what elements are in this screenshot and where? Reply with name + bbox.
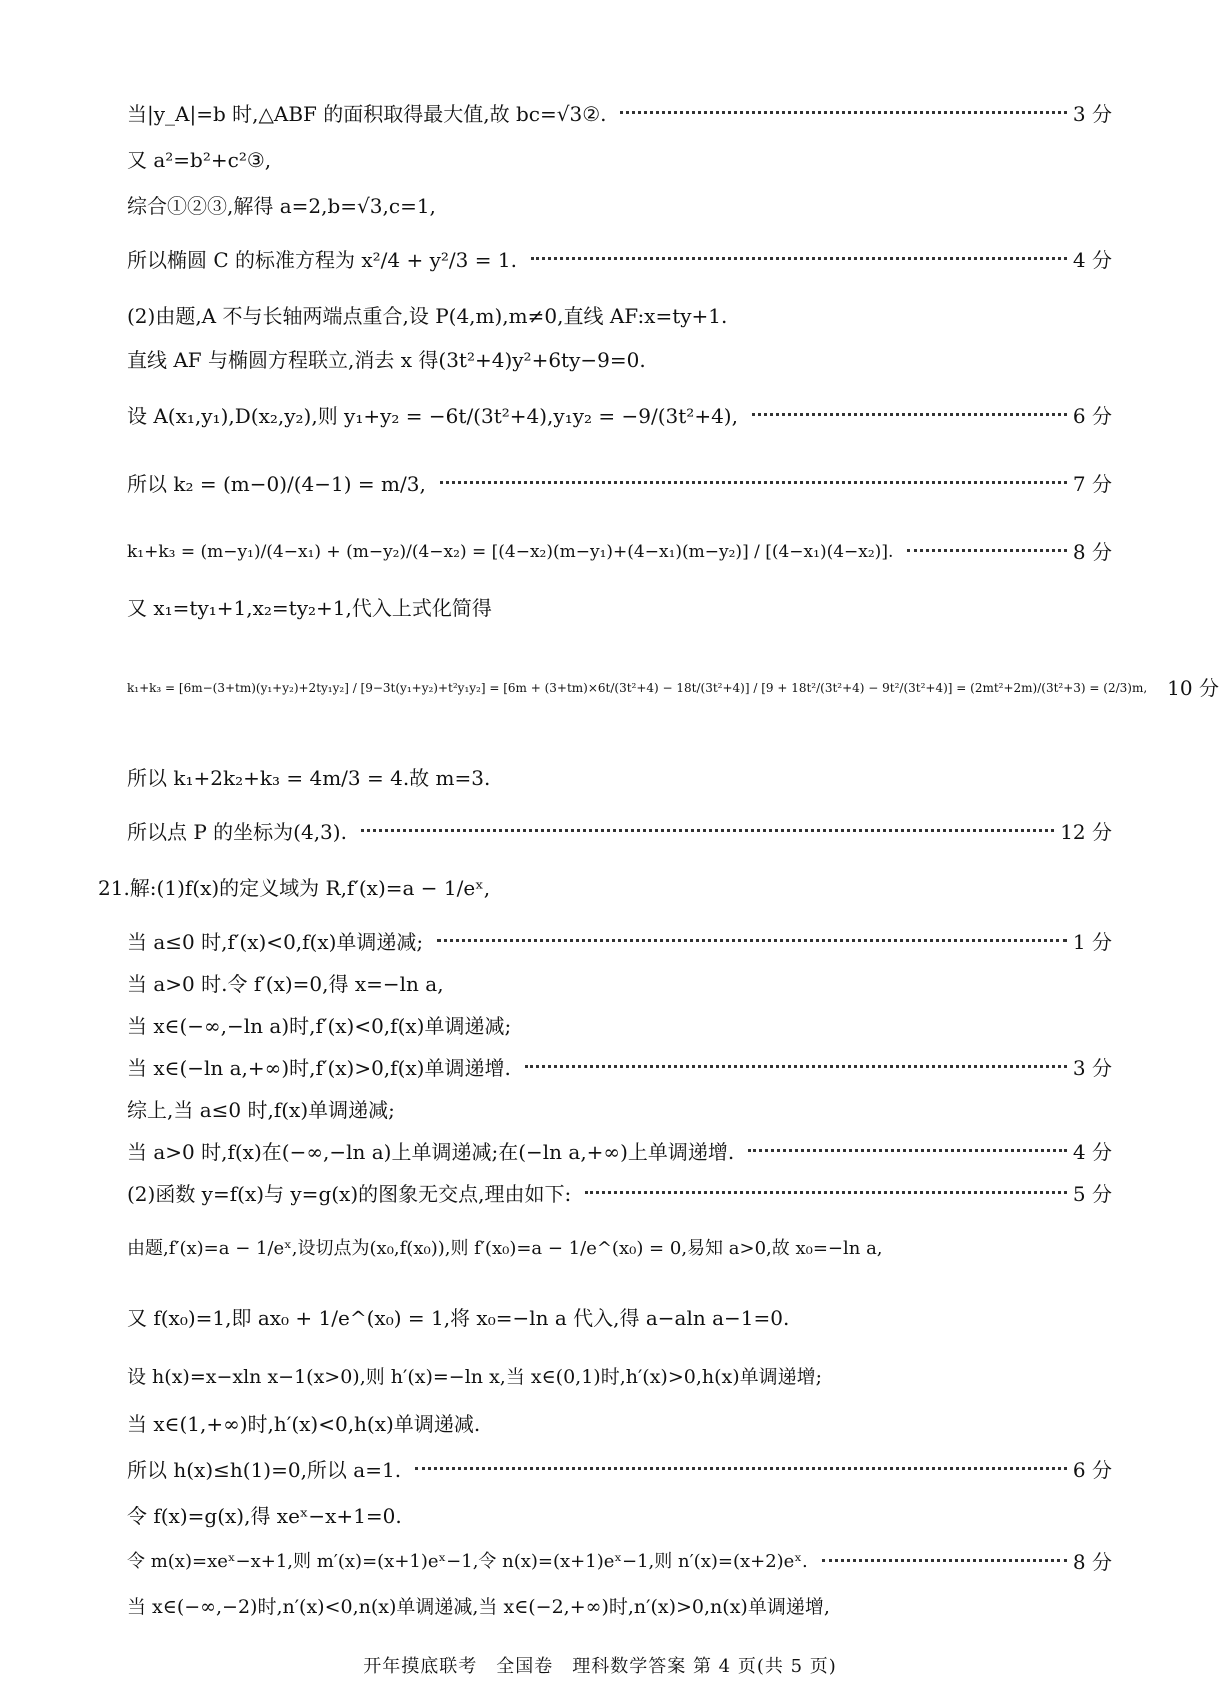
question-21-heading: 21.解:(1)f(x)的定义域为 R,f′(x)=a − 1/eˣ,	[98, 876, 491, 900]
score-label: 8 分	[1072, 540, 1112, 564]
solution-line: 当 x∈(−∞,−2)时,n′(x)<0,n(x)单调递减,当 x∈(−2,+∞)时,n′(x)>0,n(x)单调递增,	[127, 1596, 830, 1618]
score-label: 6 分	[1072, 404, 1112, 428]
solution-line: 当 a>0 时,f(x)在(−∞,−ln a)上单调递减;在(−ln a,+∞)上单调递增. 4 分	[127, 1140, 1112, 1164]
solution-line: 设 A(x₁,y₁),D(x₂,y₂),则 y₁+y₂ = −6t/(3t²+4),y₁y₂ = −9/(3t²+4), 6 分	[127, 404, 1112, 428]
solution-line: 当 x∈(−ln a,+∞)时,f′(x)>0,f(x)单调递增. 3 分	[127, 1056, 1112, 1080]
solution-line: 设 h(x)=x−xln x−1(x>0),则 h′(x)=−ln x,当 x∈(0,1)时,h′(x)>0,h(x)单调递增;	[127, 1366, 823, 1388]
solution-line: 直线 AF 与椭圆方程联立,消去 x 得(3t²+4)y²+6ty−9=0.	[127, 348, 646, 372]
score-label: 1 分	[1072, 930, 1112, 954]
score-label: 12 分	[1060, 820, 1112, 844]
solution-line: 所以 k₂ = (m−0)/(4−1) = m/3, 7 分	[127, 472, 1112, 496]
score-label: 8 分	[1072, 1550, 1112, 1574]
score-label: 6 分	[1072, 1458, 1112, 1482]
solution-line: (2)函数 y=f(x)与 y=g(x)的图象无交点,理由如下: 5 分	[127, 1182, 1112, 1206]
dot-leader	[525, 1065, 1067, 1068]
dot-leader	[907, 549, 1067, 552]
dot-leader	[415, 1467, 1067, 1470]
score-label: 4 分	[1072, 1140, 1112, 1164]
solution-line: 所以椭圆 C 的标准方程为 x²/4 + y²/3 = 1. 4 分	[127, 248, 1112, 272]
dot-leader	[531, 257, 1067, 260]
dot-leader	[585, 1191, 1067, 1194]
score-label: 10 分	[1167, 676, 1219, 700]
solution-line: 又 x₁=ty₁+1,x₂=ty₂+1,代入上式化简得	[127, 596, 492, 620]
solution-line: 所以 h(x)≤h(1)=0,所以 a=1. 6 分	[127, 1458, 1112, 1482]
solution-line: 当 x∈(1,+∞)时,h′(x)<0,h(x)单调递减.	[127, 1412, 481, 1436]
solution-line: 又 a²=b²+c²③,	[127, 148, 272, 172]
score-label: 5 分	[1072, 1182, 1112, 1206]
score-label: 3 分	[1072, 102, 1112, 126]
dot-leader	[748, 1149, 1067, 1152]
solution-line: 当|y_A|=b 时,△ABF 的面积取得最大值,故 bc=√3②. 3 分	[127, 102, 1112, 126]
dot-leader	[752, 413, 1067, 416]
solution-line: 令 m(x)=xeˣ−x+1,则 m′(x)=(x+1)eˣ−1,令 n(x)=(x+1)eˣ−1,则 n′(x)=(x+2)eˣ. 8 分	[127, 1550, 1112, 1574]
solution-line: 综合①②③,解得 a=2,b=√3,c=1,	[127, 194, 436, 218]
solution-line: (2)由题,A 不与长轴两端点重合,设 P(4,m),m≠0,直线 AF:x=ty+1.	[127, 304, 728, 328]
score-label: 3 分	[1072, 1056, 1112, 1080]
solution-line: k₁+k₃ = [6m−(3+tm)(y₁+y₂)+2ty₁y₂] / [9−3t(y₁+y₂)+t²y₁y₂] = [6m + (3+tm)×6t/(3t²+4) − 18t/(3t²+4)] / [9 + 18t²/(3t²+4) − 9t²/(3t²+4)] = (2mt²+2m)/(3t²+3) = (2/3)m, 10 分	[127, 676, 1219, 700]
solution-line: 当 a≤0 时,f′(x)<0,f(x)单调递减; 1 分	[127, 930, 1112, 954]
solution-line: 由题,f′(x)=a − 1/eˣ,设切点为(x₀,f(x₀)),则 f′(x₀)=a − 1/e^(x₀) = 0,易知 a>0,故 x₀=−ln a,	[127, 1238, 883, 1259]
solution-line: 令 f(x)=g(x),得 xeˣ−x+1=0.	[127, 1504, 402, 1528]
dot-leader	[822, 1559, 1067, 1562]
solution-line: 综上,当 a≤0 时,f(x)单调递减;	[127, 1098, 395, 1122]
solution-line: 当 a>0 时.令 f′(x)=0,得 x=−ln a,	[127, 972, 444, 996]
score-label: 7 分	[1072, 472, 1112, 496]
dot-leader	[440, 481, 1067, 484]
solution-line: 所以 k₁+2k₂+k₃ = 4m/3 = 4.故 m=3.	[127, 766, 491, 790]
dot-leader	[620, 111, 1066, 114]
solution-line: 又 f(x₀)=1,即 ax₀ + 1/e^(x₀) = 1,将 x₀=−ln a 代入,得 a−aln a−1=0.	[127, 1306, 790, 1330]
dot-leader	[437, 939, 1067, 942]
page-footer: 开年摸底联考 全国卷 理科数学答案 第 4 页(共 5 页)	[363, 1656, 837, 1677]
solution-line: k₁+k₃ = (m−y₁)/(4−x₁) + (m−y₂)/(4−x₂) = [(4−x₂)(m−y₁)+(4−x₁)(m−y₂)] / [(4−x₁)(4−x₂)]. 8 分	[127, 540, 1112, 564]
solution-line: 当 x∈(−∞,−ln a)时,f′(x)<0,f(x)单调递减;	[127, 1014, 512, 1038]
score-label: 4 分	[1072, 248, 1112, 272]
solution-line: 所以点 P 的坐标为(4,3). 12 分	[127, 820, 1112, 844]
dot-leader	[361, 829, 1054, 832]
